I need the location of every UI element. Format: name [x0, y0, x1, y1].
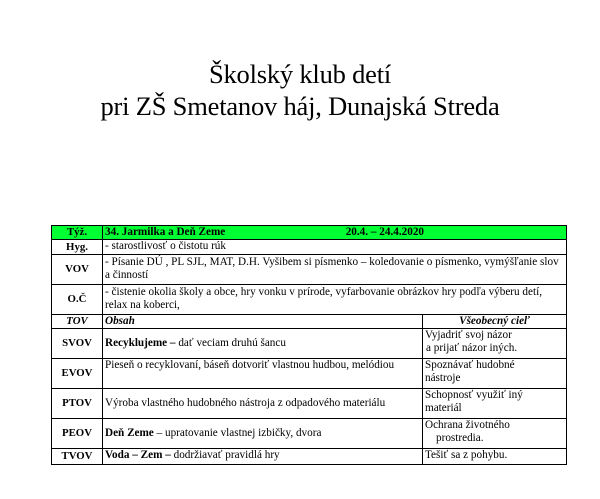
content-text: dať veciam druhú šancu: [175, 337, 286, 349]
goal-line: Tešiť sa z pohybu.: [425, 449, 508, 461]
table-row: [52, 255, 567, 285]
week-dates: 20.4. – 24.4.2020: [345, 226, 424, 238]
table-row: [52, 449, 567, 465]
document-title: [0, 58, 600, 122]
row-content: [103, 359, 423, 389]
goal-line: nástroje: [425, 372, 461, 384]
row-code: SVOV: [52, 329, 103, 359]
table-row: [52, 419, 567, 449]
goal-line: Vyjadriť svoj názor: [425, 329, 512, 341]
weekly-plan-table: [51, 225, 567, 465]
goal-line: Ochrana životného: [425, 419, 510, 431]
row-content: [103, 389, 423, 419]
row-text: - Písanie DÚ , PL SJL, MAT, D.H. Vyšibem si písmenko – koledovanie o písmenko, vymýšľanie slov a činností: [103, 255, 567, 285]
row-goal: [423, 389, 567, 419]
row-code: PEOV: [52, 419, 103, 449]
goal-line: Spoznávať hudobné: [425, 359, 515, 371]
row-goal: [423, 419, 567, 449]
row-code: TVOV: [52, 449, 103, 465]
column-header-obsah: Obsah: [103, 315, 423, 329]
row-code: O.Č: [52, 285, 103, 315]
column-header-tov: TOV: [52, 315, 103, 329]
goal-line: prostredia.: [436, 432, 484, 444]
column-header-ciel: Všeobecný cieľ: [423, 315, 567, 329]
table-row: [52, 389, 567, 419]
title-line-1: Školský klub detí: [208, 59, 392, 89]
row-goal: [423, 329, 567, 359]
title-line-2: pri ZŠ Smetanov háj, Dunajská Streda: [100, 91, 500, 121]
week-label: Týž.: [52, 226, 103, 240]
content-text: dodržiavať pravidlá hry: [170, 449, 280, 461]
row-code: PTOV: [52, 389, 103, 419]
row-content: [103, 329, 423, 359]
week-theme: 34. Jarmilka a Deň Zeme: [105, 226, 226, 238]
goal-line: materiál: [425, 402, 462, 414]
content-text: Výroba vlastného hudobného nástroja z odpadového materiálu: [105, 397, 386, 409]
row-code: EVOV: [52, 359, 103, 389]
table-row: [52, 359, 567, 389]
content-bold: Voda – Zem –: [105, 449, 171, 461]
content-text: – upratovanie vlastnej izbičky, dvora: [153, 427, 322, 439]
row-goal: [423, 449, 567, 465]
row-text: - čistenie okolia školy a obce, hry vonku v prírode, vyfarbovanie obrázkov hry podľa výberu detí, relax na koberci,: [103, 285, 567, 315]
table-row: [52, 329, 567, 359]
row-text: - starostlivosť o čistotu rúk: [103, 240, 567, 255]
content-text: Pieseň o recyklovaní, báseň dotvoriť vlastnou hudbou, melódiou: [105, 359, 395, 371]
goal-line: a prijať názor iných.: [426, 342, 518, 354]
row-code: VOV: [52, 255, 103, 285]
content-bold: Deň Zeme: [105, 427, 154, 439]
row-goal: [423, 359, 567, 389]
content-bold: Recyklujeme –: [105, 337, 176, 349]
subheader-row: [52, 315, 567, 329]
week-header-row: [52, 226, 567, 240]
week-header-cell: [103, 226, 567, 240]
table-row: [52, 285, 567, 315]
table-row: [52, 240, 567, 255]
row-code: Hyg.: [52, 240, 103, 255]
row-content: [103, 449, 423, 465]
goal-line: Schopnosť využiť iný: [425, 389, 523, 401]
row-content: [103, 419, 423, 449]
